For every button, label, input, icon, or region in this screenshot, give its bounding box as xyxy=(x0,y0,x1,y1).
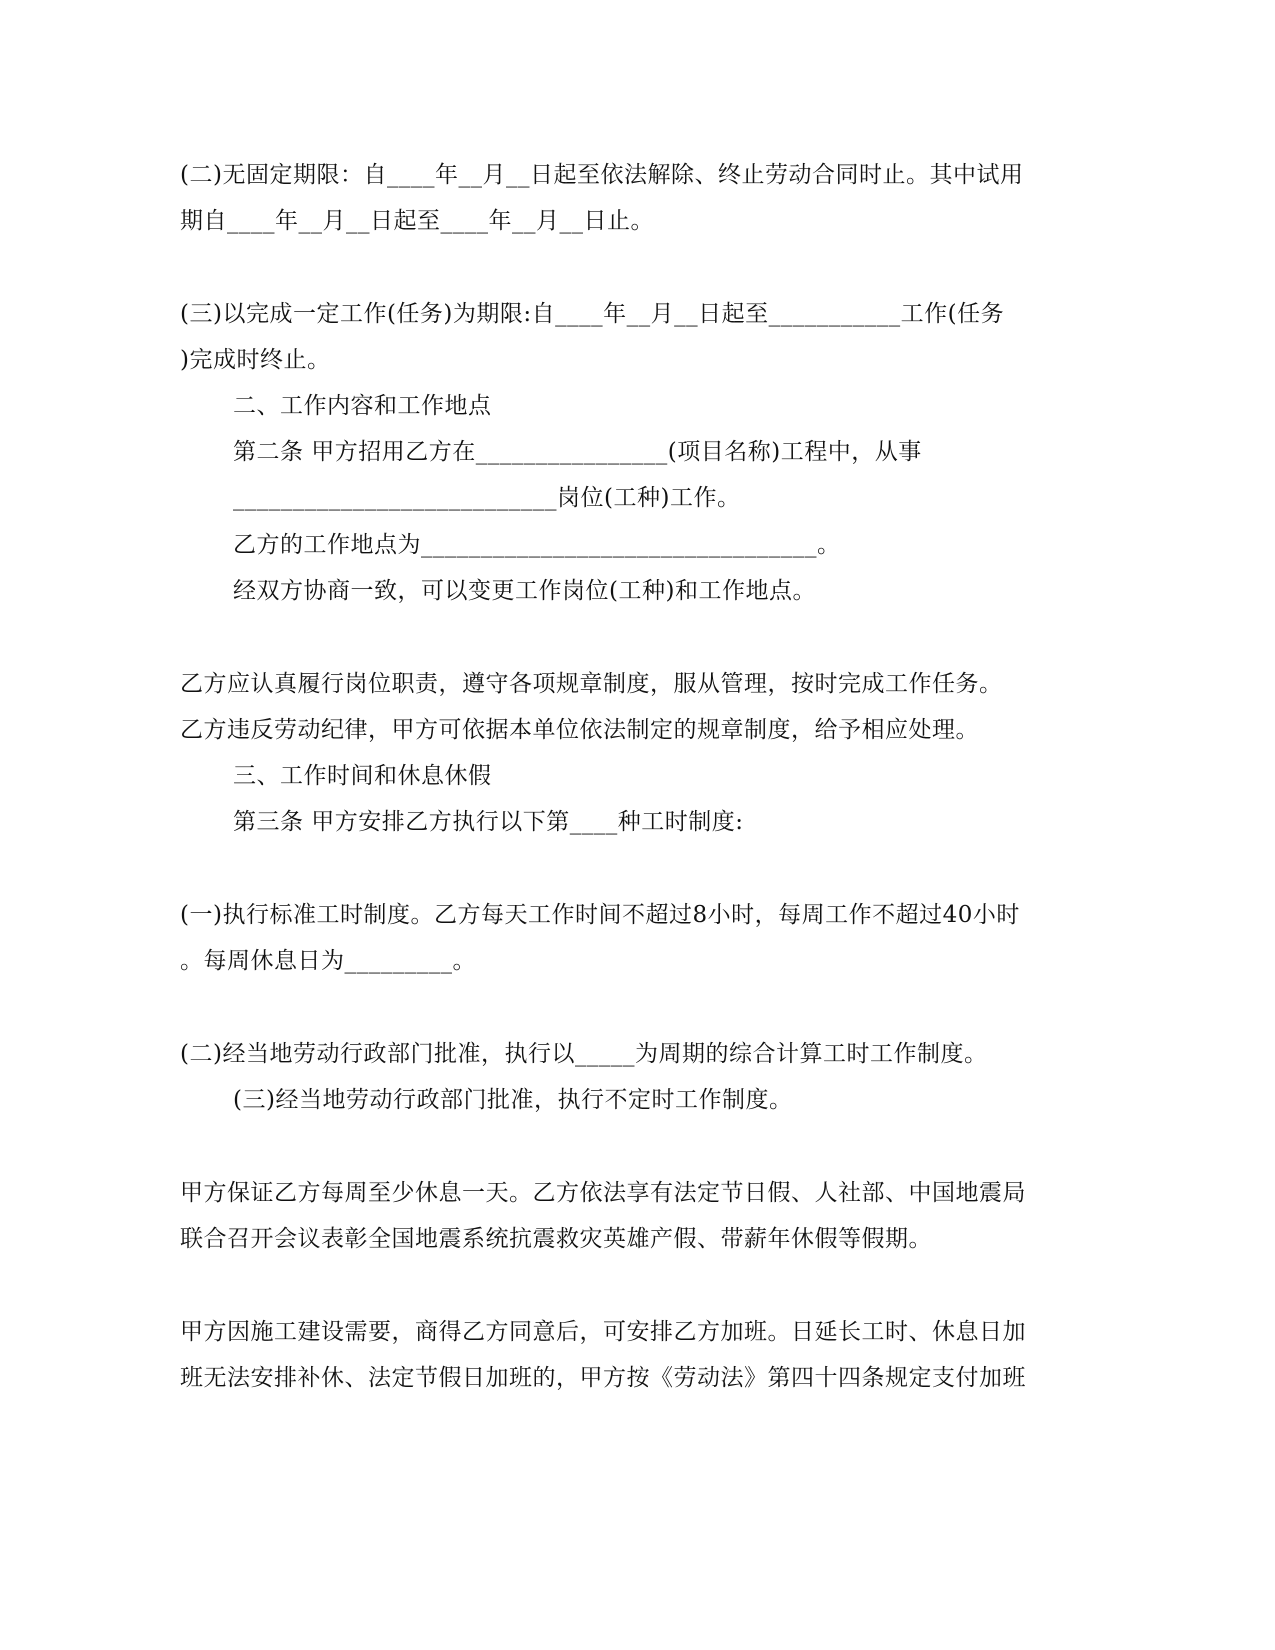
text-line-flexible-hours: (三)经当地劳动行政部门批准，执行不定时工作制度。 xyxy=(233,1087,793,1113)
text-line-comprehensive-hours: (二)经当地劳动行政部门批准，执行以_____为周期的综合计算工时工作制度。 xyxy=(180,1041,988,1067)
text-line-overtime-2: 班无法安排补休、法定节假日加班的，甲方按《劳动法》第四十四条规定支付加班 xyxy=(180,1365,1026,1391)
text-line-task-term-1: (三)以完成一定工作(任务)为期限:自____年__月__日起至___________工作(任务 xyxy=(180,301,1005,327)
text-line-article-2: 第二条 甲方招用乙方在________________(项目名称)工程中，从事 xyxy=(233,439,922,465)
text-line-change-position: 经双方协商一致，可以变更工作岗位(工种)和工作地点。 xyxy=(233,578,816,604)
text-line-overtime-1: 甲方因施工建设需要，商得乙方同意后，可安排乙方加班。日延长工时、休息日加 xyxy=(180,1319,1026,1345)
text-line-fixed-term-2: 期自____年__月__日起至____年__月__日止。 xyxy=(180,208,654,234)
section-heading-working-hours: 三、工作时间和休息休假 xyxy=(233,763,492,789)
text-line-duties: 乙方应认真履行岗位职责，遵守各项规章制度，服从管理，按时完成工作任务。 xyxy=(180,671,1003,697)
text-line-standard-hours-2: 。每周休息日为_________。 xyxy=(180,948,476,974)
text-line-rest-days-1: 甲方保证乙方每周至少休息一天。乙方依法享有法定节日假、人社部、中国地震局 xyxy=(180,1180,1026,1206)
text-line-standard-hours-1: (一)执行标准工时制度。乙方每天工作时间不超过8小时，每周工作不超过40小时 xyxy=(180,902,1020,928)
text-line-position: ___________________________岗位(工种)工作。 xyxy=(233,485,741,511)
text-line-fixed-term-1: (二)无固定期限：自____年__月__日起至依法解除、终止劳动合同时止。其中试用 xyxy=(180,162,1024,188)
text-line-discipline: 乙方违反劳动纪律，甲方可依据本单位依法制定的规章制度，给予相应处理。 xyxy=(180,717,979,743)
text-line-task-term-2: )完成时终止。 xyxy=(180,347,331,373)
text-line-rest-days-2: 联合召开会议表彰全国地震系统抗震救灾英雄产假、带薪年休假等假期。 xyxy=(180,1226,932,1252)
section-heading-work-content: 二、工作内容和工作地点 xyxy=(233,393,492,419)
text-line-work-location: 乙方的工作地点为_________________________________。 xyxy=(233,532,841,558)
text-line-article-3: 第三条 甲方安排乙方执行以下第____种工时制度: xyxy=(233,809,744,835)
